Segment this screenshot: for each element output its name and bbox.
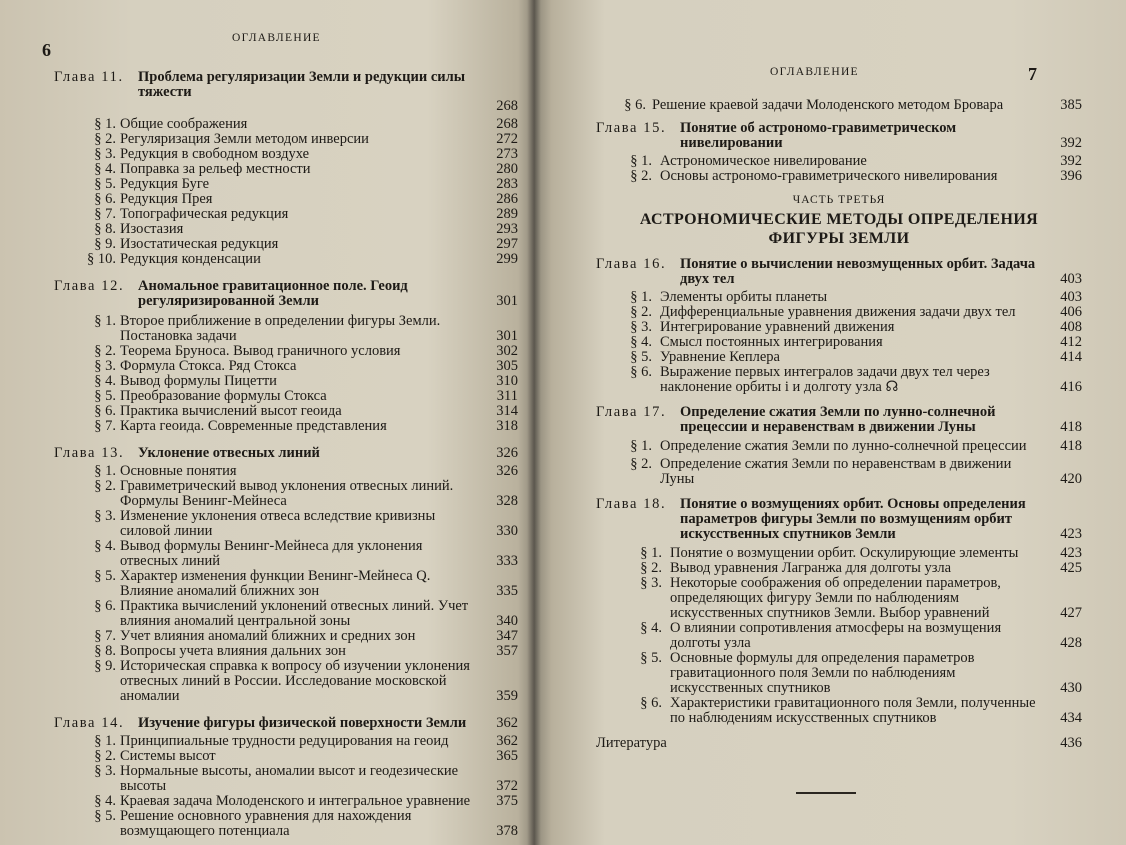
- chapter-page: 418: [1060, 419, 1082, 435]
- chapter-title: Проблема регуляризации Земли и редукции силы тяжести: [138, 69, 466, 100]
- toc-section[interactable]: [54, 644, 518, 659]
- section-number: § 7.: [94, 206, 116, 222]
- chapter-title: Изучение фигуры физической поверхности Земли: [138, 715, 467, 731]
- section-number: § 1.: [94, 116, 116, 132]
- section-number: § 3.: [94, 508, 116, 524]
- section-number: § 4.: [630, 334, 652, 350]
- toc-section[interactable]: [54, 222, 518, 237]
- toc-section[interactable]: [54, 539, 518, 569]
- section-title: Решение краевой задачи Молоденского методом Бровара: [652, 97, 1004, 113]
- section-number: § 1.: [630, 153, 652, 169]
- running-head: ОГЛАВЛЕНИЕ: [770, 66, 859, 78]
- section-page: 406: [1060, 304, 1082, 320]
- section-page: 286: [496, 191, 518, 207]
- toc-section[interactable]: [596, 621, 1082, 651]
- section-page: 340: [496, 613, 518, 629]
- section-title: Топографическая редукция: [120, 206, 289, 222]
- section-title: Краевая задача Молоденского и интегральное уравнение: [120, 793, 471, 809]
- chapter-title: Аномальное гравитационное поле. Геоид регуляризированной Земли: [138, 278, 408, 309]
- toc-section[interactable]: [596, 696, 1082, 726]
- section-number: § 1.: [94, 313, 116, 329]
- toc-section[interactable]: [596, 154, 1082, 169]
- chapter-page: 326: [496, 445, 518, 461]
- left-page: [0, 0, 534, 845]
- section-page: 412: [1060, 334, 1082, 350]
- toc-section[interactable]: [596, 305, 1082, 320]
- toc-chapter[interactable]: [54, 716, 518, 731]
- toc-right: [596, 98, 1082, 751]
- toc-section[interactable]: [54, 314, 518, 344]
- toc-section[interactable]: [54, 509, 518, 539]
- toc-section[interactable]: [596, 290, 1082, 305]
- literature-title: Литература: [596, 735, 667, 751]
- section-number: § 4.: [94, 373, 116, 389]
- section-page: 372: [496, 778, 518, 794]
- section-page: 427: [1060, 605, 1082, 621]
- section-page: 318: [496, 418, 518, 434]
- toc-section[interactable]: [596, 576, 1082, 621]
- chapter-page: 423: [1060, 526, 1082, 542]
- section-page: 375: [496, 793, 518, 809]
- chapter-label: Глава 13.: [54, 445, 125, 461]
- section-title: О влиянии сопротивления атмосферы на возмущения долготы узла: [670, 620, 1002, 651]
- section-title: Регуляризация Земли методом инверсии: [120, 131, 369, 147]
- section-title: Системы высот: [120, 748, 216, 764]
- section-title: Общие соображения: [120, 116, 248, 132]
- literature-page: 436: [1060, 735, 1082, 751]
- section-number: § 4.: [94, 161, 116, 177]
- section-title: Вывод уравнения Лагранжа для долготы узла: [670, 560, 952, 576]
- part-label: ЧАСТЬ ТРЕТЬЯ: [792, 194, 886, 206]
- section-number: § 8.: [94, 643, 116, 659]
- section-number: § 1.: [640, 545, 662, 561]
- section-page: 362: [496, 733, 518, 749]
- section-page: 378: [496, 823, 518, 839]
- section-page: 428: [1060, 635, 1082, 651]
- section-number: § 2.: [94, 748, 116, 764]
- section-page: 434: [1060, 710, 1082, 726]
- section-title: Преобразование формулы Стокса: [120, 388, 327, 404]
- section-page: 273: [496, 146, 518, 162]
- section-page: 392: [1060, 153, 1082, 169]
- section-title: Принципиальные трудности редуцирования на геоид: [120, 733, 449, 749]
- section-page: 385: [1060, 97, 1082, 113]
- section-number: § 9.: [94, 658, 116, 674]
- section-title: Практика вычислений высот геоида: [120, 403, 342, 419]
- section-title: Карта геоида. Современные представления: [120, 418, 387, 434]
- toc-section[interactable]: [54, 252, 518, 267]
- toc-section[interactable]: [54, 359, 518, 374]
- toc-chapter[interactable]: [54, 446, 518, 461]
- toc-section[interactable]: [54, 569, 518, 599]
- toc-chapter[interactable]: [596, 405, 1082, 435]
- section-title: Редукция Прея: [120, 191, 213, 207]
- chapter-title: Понятие о возмущениях орбит. Основы определения параметров фигуры Земли по возмущениям орбит искусственных спутников Земли: [680, 496, 1026, 542]
- toc-section[interactable]: [54, 734, 518, 749]
- section-number: § 5.: [94, 388, 116, 404]
- chapter-title: Определение сжатия Земли по лунно-солнечной прецессии и неравенствам в движении Луны: [680, 404, 996, 435]
- chapter-label: Глава 14.: [54, 715, 125, 731]
- toc-section[interactable]: [54, 794, 518, 809]
- section-number: § 2.: [94, 478, 116, 494]
- toc-section[interactable]: [54, 479, 518, 509]
- section-page: 396: [1060, 168, 1082, 184]
- toc-section[interactable]: [54, 132, 518, 147]
- toc-section[interactable]: [596, 457, 1082, 487]
- section-number: § 3.: [94, 763, 116, 779]
- section-page: 330: [496, 523, 518, 539]
- section-number: § 1.: [94, 463, 116, 479]
- section-page: 347: [496, 628, 518, 644]
- toc-section[interactable]: [596, 320, 1082, 335]
- section-number: § 2.: [640, 560, 662, 576]
- section-page: 326: [496, 463, 518, 479]
- section-number: § 2.: [630, 304, 652, 320]
- chapter-page: 301: [496, 293, 518, 309]
- chapter-label: Глава 12.: [54, 278, 125, 294]
- section-page: 314: [496, 403, 518, 419]
- chapter-label: Глава 18.: [596, 496, 667, 512]
- section-title: Характер изменения функции Венинг-Мейнеса Q. Влияние аномалий ближних зон: [120, 568, 431, 599]
- section-title: Историческая справка к вопросу об изучении уклонения отвесных линий в России. Исследование московской аномалии: [120, 658, 470, 704]
- chapter-title: Уклонение отвесных линий: [138, 445, 320, 461]
- section-page: 268: [496, 116, 518, 132]
- toc-section[interactable]: [54, 404, 518, 419]
- section-number: § 3.: [630, 319, 652, 335]
- toc-literature[interactable]: [596, 736, 1082, 751]
- toc-chapter[interactable]: [54, 279, 518, 309]
- section-title: Характеристики гравитационного поля Земли, полученные по наблюдениям искусственных спутников: [670, 695, 1036, 726]
- section-title: Поправка за рельеф местности: [120, 161, 311, 177]
- toc-section[interactable]: [596, 98, 1082, 113]
- section-title: Редукция конденсации: [120, 251, 261, 267]
- section-number: § 6.: [94, 191, 116, 207]
- section-title: Определение сжатия Земли по лунно-солнечной прецессии: [660, 438, 1027, 454]
- section-page: 408: [1060, 319, 1082, 335]
- section-page: 365: [496, 748, 518, 764]
- section-page: 293: [496, 221, 518, 237]
- section-number: § 3.: [94, 146, 116, 162]
- section-number: § 4.: [94, 793, 116, 809]
- toc-section[interactable]: [54, 344, 518, 359]
- toc-section[interactable]: [596, 169, 1082, 184]
- section-page: 425: [1060, 560, 1082, 576]
- section-page: 420: [1060, 471, 1082, 487]
- toc-section[interactable]: [54, 162, 518, 177]
- section-number: § 3.: [640, 575, 662, 591]
- section-number: § 6.: [94, 403, 116, 419]
- toc-section[interactable]: [54, 464, 518, 479]
- section-number: § 4.: [640, 620, 662, 636]
- section-number: § 7.: [94, 628, 116, 644]
- section-number: § 5.: [94, 176, 116, 192]
- running-head: ОГЛАВЛЕНИЕ: [232, 32, 321, 44]
- section-title: Уравнение Кеплера: [660, 349, 780, 365]
- section-page: 297: [496, 236, 518, 252]
- section-page: 299: [496, 251, 518, 267]
- chapter-label: Глава 11.: [54, 69, 124, 85]
- section-page: 423: [1060, 545, 1082, 561]
- toc-section[interactable]: [54, 629, 518, 644]
- toc-section[interactable]: [596, 365, 1082, 395]
- section-title: Выражение первых интегралов задачи двух тел через наклонение орбиты i и долготу узла ☊: [660, 364, 990, 395]
- section-title: Понятие о возмущении орбит. Оскулирующие элементы: [670, 545, 1019, 561]
- section-title: Изостазия: [120, 221, 184, 237]
- section-title: Формула Стокса. Ряд Стокса: [120, 358, 297, 374]
- section-page: 280: [496, 161, 518, 177]
- section-number: § 3.: [94, 358, 116, 374]
- section-title: Вывод формулы Венинг-Мейнеса для уклонения отвесных линий: [120, 538, 423, 569]
- section-page: 301: [496, 328, 518, 344]
- toc-section[interactable]: [54, 419, 518, 434]
- section-number: § 6.: [624, 97, 646, 113]
- chapter-label: Глава 15.: [596, 120, 667, 136]
- section-page: 335: [496, 583, 518, 599]
- toc-section[interactable]: [54, 117, 518, 132]
- chapter-page: 362: [496, 715, 518, 731]
- toc-left: [54, 70, 518, 839]
- section-number: § 4.: [94, 538, 116, 554]
- section-number: § 5.: [640, 650, 662, 666]
- section-page: 414: [1060, 349, 1082, 365]
- chapter-label: Глава 17.: [596, 404, 667, 420]
- toc-section[interactable]: [54, 192, 518, 207]
- section-number: § 2.: [630, 456, 652, 472]
- section-title: Некоторые соображения об определении параметров, определяющих фигуру Земли по наблюдениям искусственных спутников Земли. Выбор уравнений: [670, 575, 1001, 621]
- section-number: § 8.: [94, 221, 116, 237]
- section-number: § 2.: [630, 168, 652, 184]
- section-page: 272: [496, 131, 518, 147]
- section-number: § 1.: [630, 438, 652, 454]
- part-title-line2: ФИГУРЫ ЗЕМЛИ: [768, 230, 910, 247]
- toc-chapter[interactable]: [596, 121, 1082, 151]
- section-page: 403: [1060, 289, 1082, 305]
- section-title: Вывод формулы Пицетти: [120, 373, 277, 389]
- section-page: 359: [496, 688, 518, 704]
- section-number: § 6.: [630, 364, 652, 380]
- toc-section[interactable]: [54, 374, 518, 389]
- section-number: § 6.: [94, 598, 116, 614]
- section-number: § 2.: [94, 343, 116, 359]
- section-title: Второе приближение в определении фигуры Земли. Постановка задачи: [120, 313, 441, 344]
- section-page: 430: [1060, 680, 1082, 696]
- section-number: § 5.: [94, 808, 116, 824]
- section-title: Элементы орбиты планеты: [660, 289, 828, 305]
- section-page: 302: [496, 343, 518, 359]
- toc-section[interactable]: [54, 389, 518, 404]
- chapter-title: Понятие об астрономо-гравиметрическом нивелировании: [680, 120, 957, 151]
- book-gutter: [527, 0, 541, 845]
- section-page: 418: [1060, 438, 1082, 454]
- section-number: § 7.: [94, 418, 116, 434]
- section-title: Смысл постоянных интегрирования: [660, 334, 883, 350]
- chapter-page: 268: [496, 98, 518, 114]
- toc-section[interactable]: [54, 809, 518, 839]
- toc-section[interactable]: [54, 599, 518, 629]
- right-page: [534, 0, 1126, 845]
- section-number: § 6.: [640, 695, 662, 711]
- toc-chapter[interactable]: [596, 257, 1082, 287]
- toc-section[interactable]: [596, 561, 1082, 576]
- toc-section[interactable]: [596, 439, 1082, 454]
- toc-chapter[interactable]: [596, 497, 1082, 542]
- section-number: § 1.: [94, 733, 116, 749]
- section-title: Определение сжатия Земли по неравенствам в движении Луны: [660, 456, 1012, 487]
- toc-section[interactable]: [54, 177, 518, 192]
- section-title: Вопросы учета влияния дальних зон: [120, 643, 346, 659]
- toc-section[interactable]: [596, 651, 1082, 696]
- section-title: Интегрирование уравнений движения: [660, 319, 895, 335]
- toc-section[interactable]: [596, 350, 1082, 365]
- section-page: 328: [496, 493, 518, 509]
- section-number: § 2.: [94, 131, 116, 147]
- section-title: Теорема Бруноса. Вывод граничного условия: [120, 343, 401, 359]
- section-page: 283: [496, 176, 518, 192]
- section-page: 357: [496, 643, 518, 659]
- chapter-label: Глава 16.: [596, 256, 667, 272]
- section-number: § 1.: [630, 289, 652, 305]
- section-title: Основные понятия: [120, 463, 237, 479]
- section-number: § 5.: [94, 568, 116, 584]
- toc-section[interactable]: [54, 207, 518, 222]
- chapter-title: Понятие о вычислении невозмущенных орбит. Задача двух тел: [680, 256, 1036, 287]
- toc-chapter[interactable]: [54, 69, 518, 114]
- section-title: Основы астрономо-гравиметрического нивелирования: [660, 168, 998, 184]
- section-page: 311: [496, 388, 518, 404]
- section-title: Редукция в свободном воздухе: [120, 146, 310, 162]
- section-page: 416: [1060, 379, 1082, 395]
- section-title: Нормальные высоты, аномалии высот и геодезические высоты: [120, 763, 459, 794]
- section-title: Дифференциальные уравнения движения задачи двух тел: [660, 304, 1016, 320]
- section-page: 305: [496, 358, 518, 374]
- section-number: § 5.: [630, 349, 652, 365]
- toc-section[interactable]: [54, 749, 518, 764]
- section-page: 289: [496, 206, 518, 222]
- toc-section[interactable]: [54, 659, 518, 704]
- section-title: Изменение уклонения отвеса вследствие кривизны силовой линии: [120, 508, 436, 539]
- chapter-page: 403: [1060, 271, 1082, 287]
- toc-section[interactable]: [54, 764, 518, 794]
- page-number: 6: [42, 40, 51, 60]
- part-title-line1: АСТРОНОМИЧЕСКИЕ МЕТОДЫ ОПРЕДЕЛЕНИЯ: [639, 211, 1039, 228]
- chapter-page: 392: [1060, 135, 1082, 151]
- section-number: § 10.: [87, 251, 116, 267]
- section-page: 310: [496, 373, 518, 389]
- end-rule: [796, 792, 856, 794]
- toc-section[interactable]: [596, 335, 1082, 350]
- toc-section[interactable]: [54, 237, 518, 252]
- page-number: 7: [1028, 64, 1037, 84]
- toc-section[interactable]: [596, 546, 1082, 561]
- section-title: Астрономическое нивелирование: [660, 153, 867, 169]
- section-title: Гравиметрический вывод уклонения отвесных линий. Формулы Венинг-Мейнеса: [120, 478, 454, 509]
- toc-section[interactable]: [54, 147, 518, 162]
- section-title: Практика вычислений уклонений отвесных линий. Учет влияния аномалий центральной зоны: [120, 598, 469, 629]
- section-number: § 9.: [94, 236, 116, 252]
- section-title: Редукция Буге: [120, 176, 210, 192]
- section-title: Решение основного уравнения для нахождения возмущающего потенциала: [120, 808, 412, 839]
- section-page: 333: [496, 553, 518, 569]
- section-title: Учет влияния аномалий ближних и средних зон: [120, 628, 416, 644]
- section-title: Изостатическая редукция: [120, 236, 279, 252]
- section-title: Основные формулы для определения параметров гравитационного поля Земли по наблюдениям искусственных спутников: [670, 650, 975, 696]
